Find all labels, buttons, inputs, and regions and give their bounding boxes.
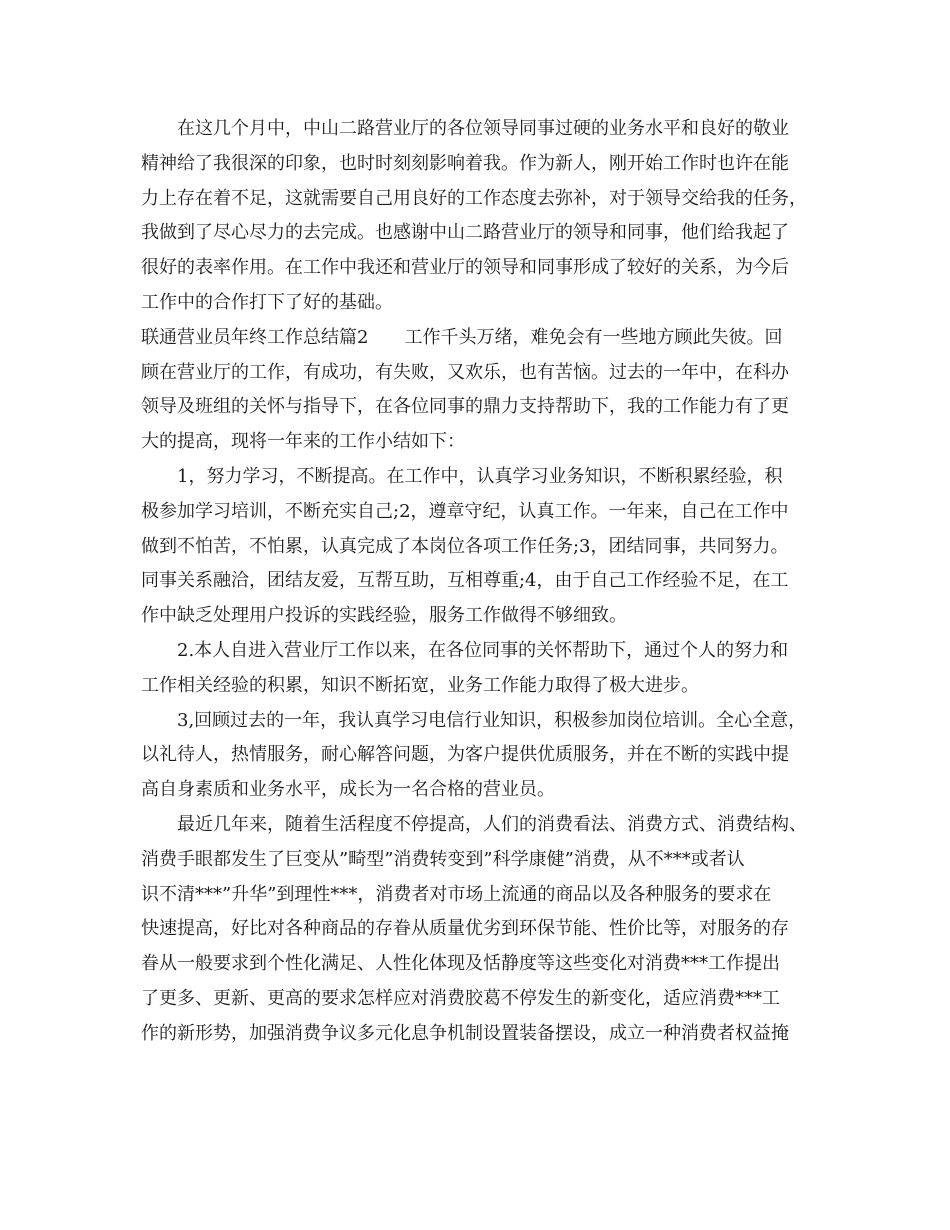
text-line: 同事关系融洽，团结友爱，互帮互助，互相尊重;4，由于自己工作经验不足，在工	[141, 570, 789, 592]
text-line: 我做到了尽心尽力的去完成。也感谢中山二路营业厅的领导和同事，他们给我起了	[141, 222, 789, 244]
text-line: 2.本人自进入营业厅工作以来，在各位同事的关怀帮助下，通过个人的努力和	[177, 639, 789, 661]
text-line: 了更多、更新、更高的要求怎样应对消费胶葛不停发生的新变化，适应消费***工	[141, 987, 780, 1009]
text-line: 极参加学习培训，不断充实自己;2，遵章守纪，认真工作。一年来，自己在工作中	[141, 500, 789, 522]
text-line: 大的提高，现将一年来的工作小结如下：	[141, 431, 465, 453]
text-line: 3,回顾过去的一年，我认真学习电信行业知识，积极参加岗位培训。全心全意，	[177, 709, 807, 731]
text-line: 联通营业员年终工作总结篇2 工作千头万绪，难免会有一些地方顾此失彼。回	[141, 326, 783, 348]
text-line: 快速提高，好比对各种商品的存眷从质量优劣到环保节能、性价比等，对服务的存	[141, 918, 789, 940]
text-line: 很好的表率作用。在工作中我还和营业厅的领导和同事形成了较好的关系，为今后	[141, 257, 789, 279]
text-line: 以礼待人，热情服务，耐心解答问题，为客户提供优质服务，并在不断的实践中提	[141, 744, 789, 766]
document-body	[141, 112, 821, 1052]
text-line: 1，努力学习，不断提高。在工作中，认真学习业务知识，不断积累经验，积	[177, 465, 783, 487]
text-line: 精神给了我很深的印象，也时时刻刻影响着我。作为新人，刚开始工作时也许在能	[141, 152, 789, 174]
text-line: 在这几个月中，中山二路营业厅的各位领导同事过硬的业务水平和良好的敬业	[177, 118, 789, 139]
text-line: 工作相关经验的积累，知识不断拓宽，业务工作能力取得了极大进步。	[141, 674, 699, 696]
text-line: 顾在营业厅的工作，有成功，有失败，又欢乐，也有苦恼。过去的一年中，在科办	[141, 361, 789, 383]
text-line: 领导及班组的关怀与指导下，在各位同事的鼎力支持帮助下，我的工作能力有了更	[141, 396, 789, 418]
text-line: 消费手眼都发生了巨变从”畸型”消费转变到”科学康健”消费，从不***或者认	[141, 848, 745, 870]
text-line: 作的新形势，加强消费争议多元化息争机制设置装备摆设，成立一种消费者权益掩	[141, 1022, 789, 1044]
text-line: 做到不怕苦，不怕累，认真完成了本岗位各项工作任务;3，团结同事，共同努力。	[141, 535, 789, 557]
text-line: 高自身素质和业务水平，成长为一名合格的营业员。	[141, 779, 555, 801]
text-line: 工作中的合作打下了好的基础。	[141, 291, 393, 313]
text-line: 识不清***”升华”到理性***，消费者对市场上流通的商品以及各种服务的要求在	[141, 883, 772, 905]
text-line: 最近几年来，随着生活程度不停提高，人们的消费看法、消费方式、消费结构、	[177, 813, 807, 835]
text-line: 作中缺乏处理用户投诉的实践经验，服务工作做得不够细致。	[141, 605, 627, 627]
text-line: 眷从一般要求到个性化满足、人性化体现及恬静度等这些变化对消费***工作提出	[141, 953, 780, 975]
text-line: 力上存在着不足，这就需要自己用良好的工作态度去弥补，对于领导交给我的任务，	[141, 187, 807, 209]
